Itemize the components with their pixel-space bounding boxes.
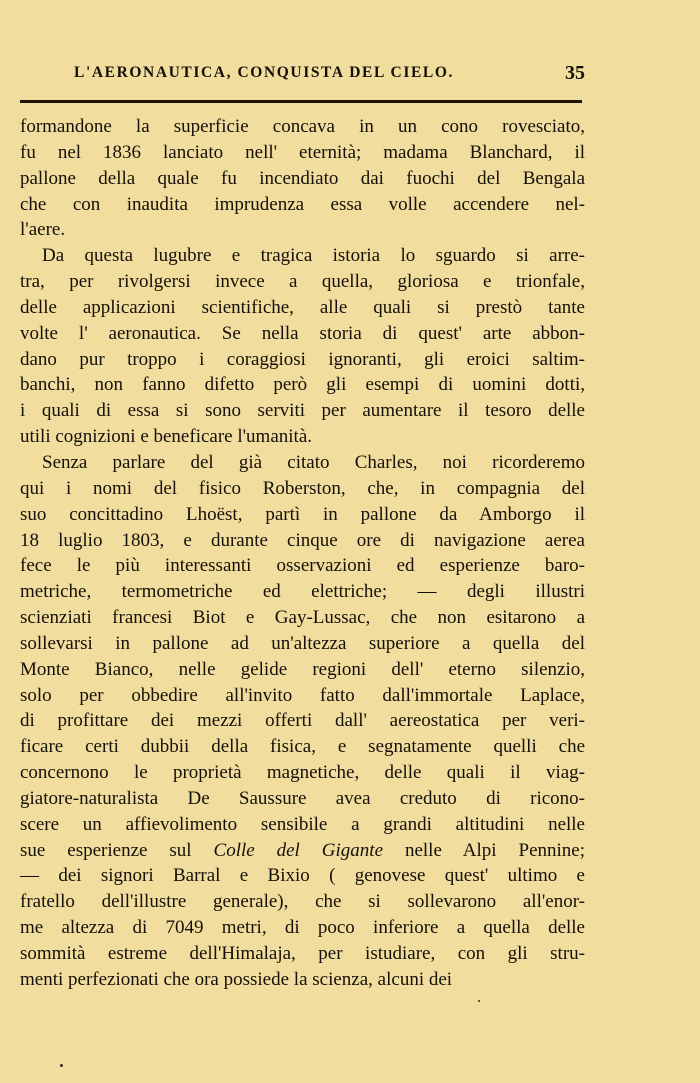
text-line: volte l' aeronautica. Se nella storia di quest' arte abbon-: [20, 322, 585, 344]
text-line: sommità estreme dell'Himalaja, per istudiare, con gli stru-: [20, 943, 585, 964]
text-line: fece le più interessanti osservazioni ed esperienze baro-: [20, 555, 585, 577]
text-line: tra, per rivolgersi invece a quella, gloriosa e trionfale,: [20, 271, 585, 293]
italic-text: Colle del Gigante: [213, 839, 383, 861]
text-line: qui i nomi del fisico Roberston, che, in compagnia del: [20, 477, 585, 499]
text-line: solo per obbedire all'invito fatto dall'immortale Laplace,: [20, 684, 585, 706]
text-line: i quali di essa si sono serviti per aumentare il tesoro delle: [20, 400, 585, 422]
text-line: delle applicazioni scientifiche, alle quali si prestò tante: [20, 296, 585, 318]
text-line: giatore-naturalista De Saussure avea creduto di ricono-: [20, 787, 585, 809]
text-line: 18 luglio 1803, e durante cinque ore di navigazione aerea: [20, 529, 585, 551]
paragraph: [20, 114, 585, 243]
text-line: concernono le proprietà magnetiche, delle quali il viag-: [20, 762, 585, 784]
page-header: [20, 62, 585, 92]
text-line: banchi, non fanno difetto però gli esempi di uomini dotti,: [20, 374, 585, 396]
text-line: l'aere.: [20, 219, 66, 241]
body-text: [20, 114, 585, 993]
text-line: fratello dell'illustre generale), che si sollevarono all'enor-: [20, 891, 585, 913]
text-line: che con inaudita imprudenza essa volle accendere nel-: [20, 193, 585, 215]
text-line: me altezza di 7049 metri, di poco inferiore a quella delle: [20, 917, 585, 939]
text-line: scere un affievolimento sensibile a grandi altitudini nelle: [20, 813, 585, 835]
header-rule: [20, 100, 582, 103]
text-line: sue esperienze sul Colle del Gigante nelle Alpi Pennine;: [20, 839, 585, 861]
text-line: formandone la superficie concava in un cono rovesciato,: [20, 116, 585, 137]
paragraph: [20, 243, 585, 450]
text-line: metriche, termometriche ed elettriche; — degli illustri: [20, 581, 585, 603]
text-line: — dei signori Barral e Bixio ( genovese quest' ultimo e: [20, 865, 585, 887]
paper-speck: [478, 1000, 480, 1002]
text-line: sollevarsi in pallone ad un'altezza superiore a quella del: [20, 632, 585, 654]
paper-speck: [60, 1064, 63, 1067]
text-line: Da questa lugubre e tragica istoria lo sguardo si arre-: [42, 245, 585, 267]
page-number: 35: [565, 62, 585, 84]
text-line: di profittare dei mezzi offerti dall' aereostatica per veri-: [20, 710, 585, 732]
text-line: dano pur troppo i coraggiosi ignoranti, gli eroici saltim-: [20, 348, 585, 370]
running-head: L'AERONAUTICA, CONQUISTA DEL CIELO.: [74, 64, 454, 81]
text-line: Senza parlare del già citato Charles, noi ricorderemo: [42, 451, 585, 473]
text-line: fu nel 1836 lanciato nell' eternità; madama Blanchard, il: [20, 141, 585, 163]
text-line: scienziati francesi Biot e Gay-Lussac, che non esitarono a: [20, 607, 585, 629]
text-line: pallone della quale fu incendiato dai fuochi del Bengala: [20, 167, 585, 189]
text-line: menti perfezionati che ora possiede la scienza, alcuni dei: [20, 968, 453, 990]
text-line: utili cognizioni e beneficare l'umanità.: [20, 426, 313, 448]
text-line: Monte Bianco, nelle gelide regioni dell' eterno silenzio,: [20, 658, 585, 680]
text-line: ficare certi dubbii della fisica, e segnatamente quelli che: [20, 736, 585, 758]
text-line: suo concittadino Lhoëst, partì in pallone da Amborgo il: [20, 503, 585, 525]
paragraph: [20, 450, 585, 993]
